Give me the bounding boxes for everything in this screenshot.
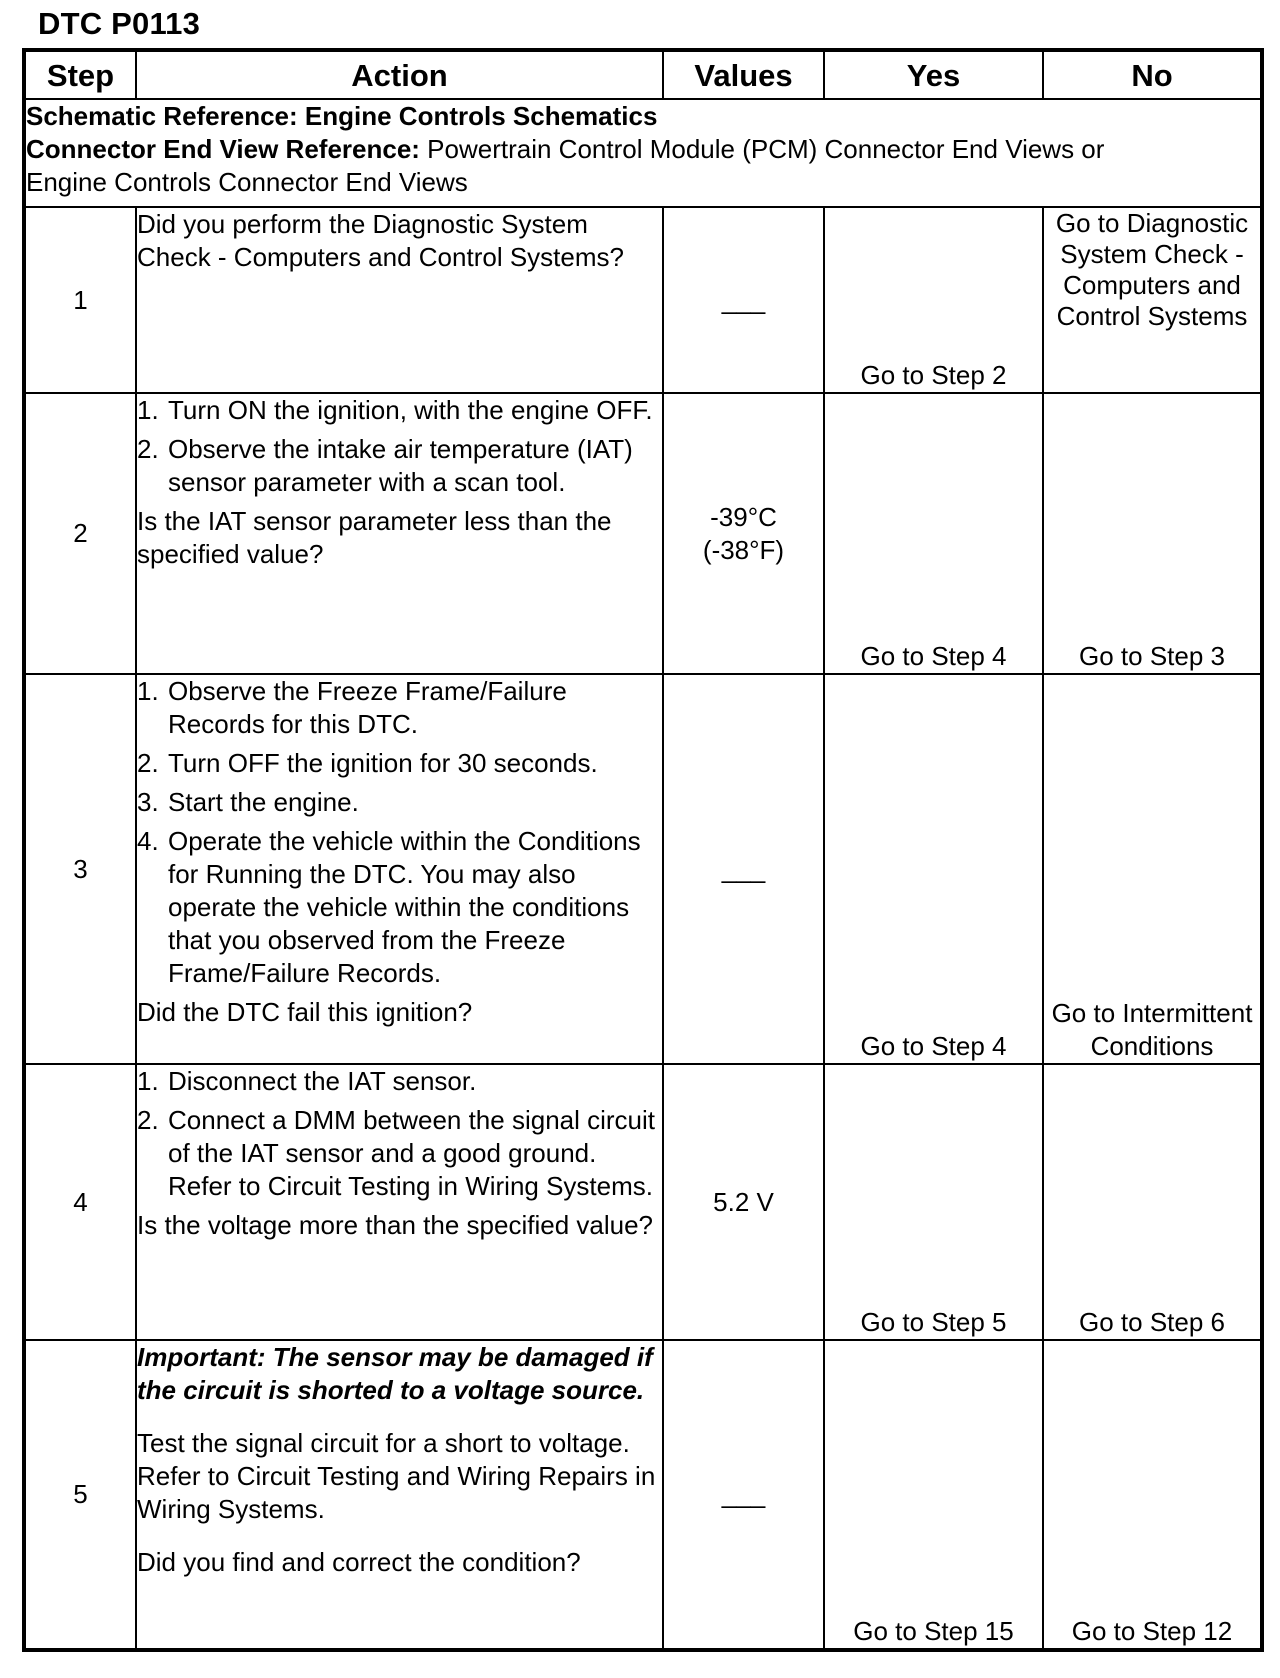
step-number: 3 [24,674,136,1064]
page-title: DTC P0113 [38,6,201,41]
no-cell: Go to Step 12 [1043,1340,1262,1650]
action-step-text: Start the engine. [168,787,359,817]
action-steps [137,675,662,990]
action-step-number: 3. [137,787,159,817]
action-step-number: 2. [137,748,159,778]
action-question: Did you find and correct the condition? [137,1547,581,1577]
value-celsius: -39°C [710,501,777,532]
table-row [24,1340,1262,1650]
step-number: 5 [24,1340,136,1650]
action-step-text: Turn OFF the ignition for 30 seconds. [168,748,598,778]
no-cell: Go to Step 3 [1043,393,1262,674]
reference-row [24,99,1262,207]
action-steps [137,1065,662,1203]
header-action: Action [136,50,663,99]
table-row [24,393,1262,674]
table-row [24,1064,1262,1340]
no-cell: Go to Step 6 [1043,1064,1262,1340]
yes-cell: Go to Step 15 [824,1340,1043,1650]
diagnostic-table [22,48,1264,1652]
action-step-number: 1. [137,395,159,425]
table-row [24,207,1262,393]
yes-cell: Go to Step 5 [824,1064,1043,1340]
value-cell: ___ [663,1340,824,1650]
table-row [24,674,1262,1064]
action-step-text: Operate the vehicle within the Conditions for Running the DTC. You may also operate the vehicle within the conditions that you observed from the Freeze Frame/Failure Records. [168,826,641,988]
header-values: Values [663,50,824,99]
connector-reference [26,133,1260,166]
action-step [137,675,662,741]
no-cell: Go to Intermittent Conditions [1043,674,1262,1064]
action-cell [136,674,663,1064]
action-step-text: Turn ON the ignition, with the engine OFF. [168,395,653,425]
action-step-text: Disconnect the IAT sensor. [168,1066,477,1096]
action-step [137,1065,662,1098]
action-step [137,1104,662,1203]
value-fahrenheit: (-38°F) [702,534,785,565]
connector-reference-continued: Engine Controls Connector End Views [26,167,468,197]
action-cell [136,1064,663,1340]
action-step [137,394,662,427]
value-cell [663,393,824,674]
action-step [137,747,662,780]
action-question: Is the IAT sensor parameter less than the specified value? [137,506,612,569]
header-row [24,50,1262,99]
action-steps [137,394,662,499]
important-note: Important: The sensor may be damaged if the circuit is shorted to a voltage source. [137,1342,653,1405]
yes-cell: Go to Step 4 [824,393,1043,674]
value-cell: ___ [663,207,824,393]
action-step-number: 4. [137,826,159,856]
value-cell: ___ [663,674,824,1064]
value-cell: 5.2 V [663,1064,824,1340]
reference-cell [24,99,1262,207]
action-step [137,825,662,990]
action-step-text: Observe the Freeze Frame/Failure Records for this DTC. [168,676,567,739]
action-cell [136,393,663,674]
action-question: Is the voltage more than the specified value? [137,1210,653,1240]
no-cell: Go to Diagnostic System Check - Computers and Control Systems [1043,207,1262,393]
step-number: 4 [24,1064,136,1340]
action-step-text: Connect a DMM between the signal circuit of the IAT sensor and a good ground. Refer to Circuit Testing in Wiring Systems. [168,1105,656,1201]
action-step [137,433,662,499]
yes-cell: Go to Step 2 [824,207,1043,393]
action-question: Did you perform the Diagnostic System Check - Computers and Control Systems? [137,209,624,272]
action-step-number: 1. [137,676,159,706]
step-number: 1 [24,207,136,393]
action-step-number: 2. [137,434,159,464]
schematic-reference: Schematic Reference: Engine Controls Schematics [26,101,658,131]
action-instruction: Test the signal circuit for a short to voltage. Refer to Circuit Testing and Wiring Repairs in Wiring Systems. [137,1428,656,1524]
action-cell [136,207,663,393]
yes-cell: Go to Step 4 [824,674,1043,1064]
action-question: Did the DTC fail this ignition? [137,997,473,1027]
action-step-number: 2. [137,1105,159,1135]
action-step [137,786,662,819]
connector-reference-label: Connector End View Reference: [26,134,420,164]
action-step-text: Observe the intake air temperature (IAT) sensor parameter with a scan tool. [168,434,633,497]
connector-reference-text: Powertrain Control Module (PCM) Connector End Views or [419,134,1105,164]
action-cell [136,1340,663,1650]
header-no: No [1043,50,1262,99]
header-yes: Yes [824,50,1043,99]
action-step-number: 1. [137,1066,159,1096]
header-step: Step [24,50,136,99]
step-number: 2 [24,393,136,674]
